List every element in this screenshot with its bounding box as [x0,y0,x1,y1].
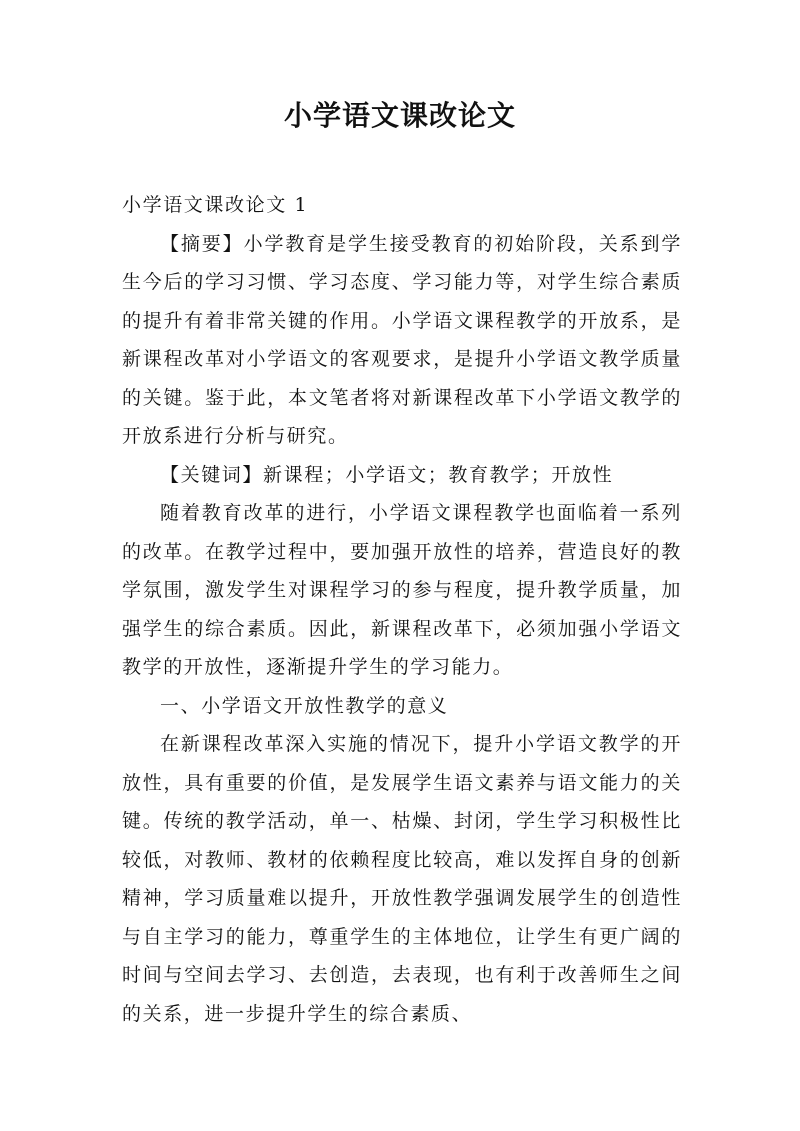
document-title: 小学语文课改论文 [283,99,516,132]
section-heading: 小学语文课改论文 1 [122,194,309,216]
abstract-paragraph: 【摘要】小学教育是学生接受教育的初始阶段，关系到学生今后的学习习惯、学习态度、学习能力等，对学生综合素质的提升有着非常关键的作用。小学语文课程教学的开放系，是新课程改革对小学语文的客观要求，是提升小学语文教学质量的关键。鉴于此，本文笔者将对新课程改革下小学语文教学的开放系进行分析与研究。 [122,232,682,447]
section-one-paragraph: 在新课程改革深入实施的情况下，提升小学语文教学的开放性，具有重要的价值，是发展学生语文素养与语文能力的关键。传统的教学活动，单一、枯燥、封闭，学生学习积极性比较低，对教师、教材的依赖程度比较高，难以发挥自身的创新精神，学习质量难以提升，开放性教学强调发展学生的创造性与自主学习的能力，尊重学生的主体地位，让学生有更广阔的时间与空间去学习、去创造，去表现，也有利于改善师生之间的关系，进一步提升学生的综合素质、 [122,733,682,1025]
document-body [122,186,682,1033]
section-one-heading: 一、小学语文开放性教学的意义 [160,694,449,717]
keywords-paragraph: 【关键词】新课程；小学语文；教育教学；开放性 [160,463,614,486]
intro-paragraph: 随着教育改革的进行，小学语文课程教学也面临着一系列的改革。在教学过程中，要加强开放性的培养，营造良好的教学氛围，激发学生对课程学习的参与程度，提升教学质量，加强学生的综合素质。因此，新课程改革下，必须加强小学语文教学的开放性，逐渐提升学生的学习能力。 [122,502,682,678]
